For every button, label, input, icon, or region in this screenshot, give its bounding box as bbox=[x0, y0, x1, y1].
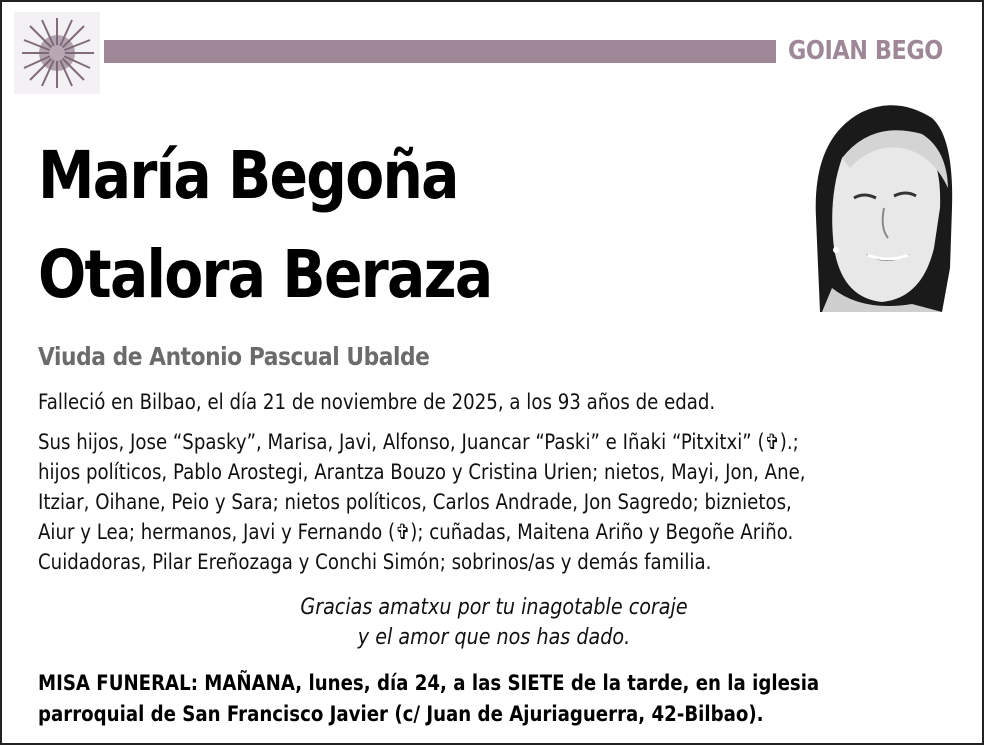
deceased-name-line2: Otalora Beraza bbox=[38, 236, 492, 313]
death-notice: Falleció en Bilbao, el día 21 de noviembre de 2025, a los 93 años de edad. bbox=[38, 390, 716, 414]
funeral-mass-notice bbox=[38, 668, 819, 730]
portrait-photo bbox=[802, 98, 956, 312]
mass-line2: parroquial de San Francisco Javier (c/ Juan de Ajuriaguerra, 42-Bilbao). bbox=[38, 702, 764, 726]
deceased-name-line1: María Begoña bbox=[38, 137, 458, 214]
family-line: Itziar, Oihane, Peio y Sara; nietos políticos, Carlos Andrade, Jon Sagredo; biznietos, bbox=[38, 490, 792, 514]
widow-subtitle: Viuda de Antonio Pascual Ubalde bbox=[38, 342, 430, 371]
family-line: Cuidadoras, Pilar Ereñozaga y Conchi Simón; sobrinos/as y demás familia. bbox=[38, 550, 712, 574]
header-accent-bar bbox=[104, 40, 776, 63]
family-line: Sus hijos, Jose “Spasky”, Marisa, Javi, Alfonso, Juancar “Paski” e Iñaki “Pitxitxi” (✞).; bbox=[38, 430, 799, 454]
quote-line2: y el amor que nos has dado. bbox=[357, 625, 631, 650]
flower-emblem-icon bbox=[14, 12, 100, 94]
mass-line1: MISA FUNERAL: MAÑANA, lunes, día 24, a las SIETE de la tarde, en la iglesia bbox=[38, 671, 820, 695]
family-line: Aiur y Lea; hermanos, Javi y Fernando (✞); cuñadas, Maitena Ariño y Begoñe Ariño. bbox=[38, 520, 794, 544]
family-line: hijos políticos, Pablo Arostegi, Arantza Bouzo y Cristina Urien; nietos, Mayi, Jon, Ane, bbox=[38, 460, 806, 484]
brand-label: GOIAN BEGO bbox=[788, 36, 943, 66]
family-list bbox=[38, 427, 806, 577]
quote-line1: Gracias amatxu por tu inagotable coraje bbox=[300, 595, 688, 620]
tribute-quote bbox=[2, 593, 984, 653]
